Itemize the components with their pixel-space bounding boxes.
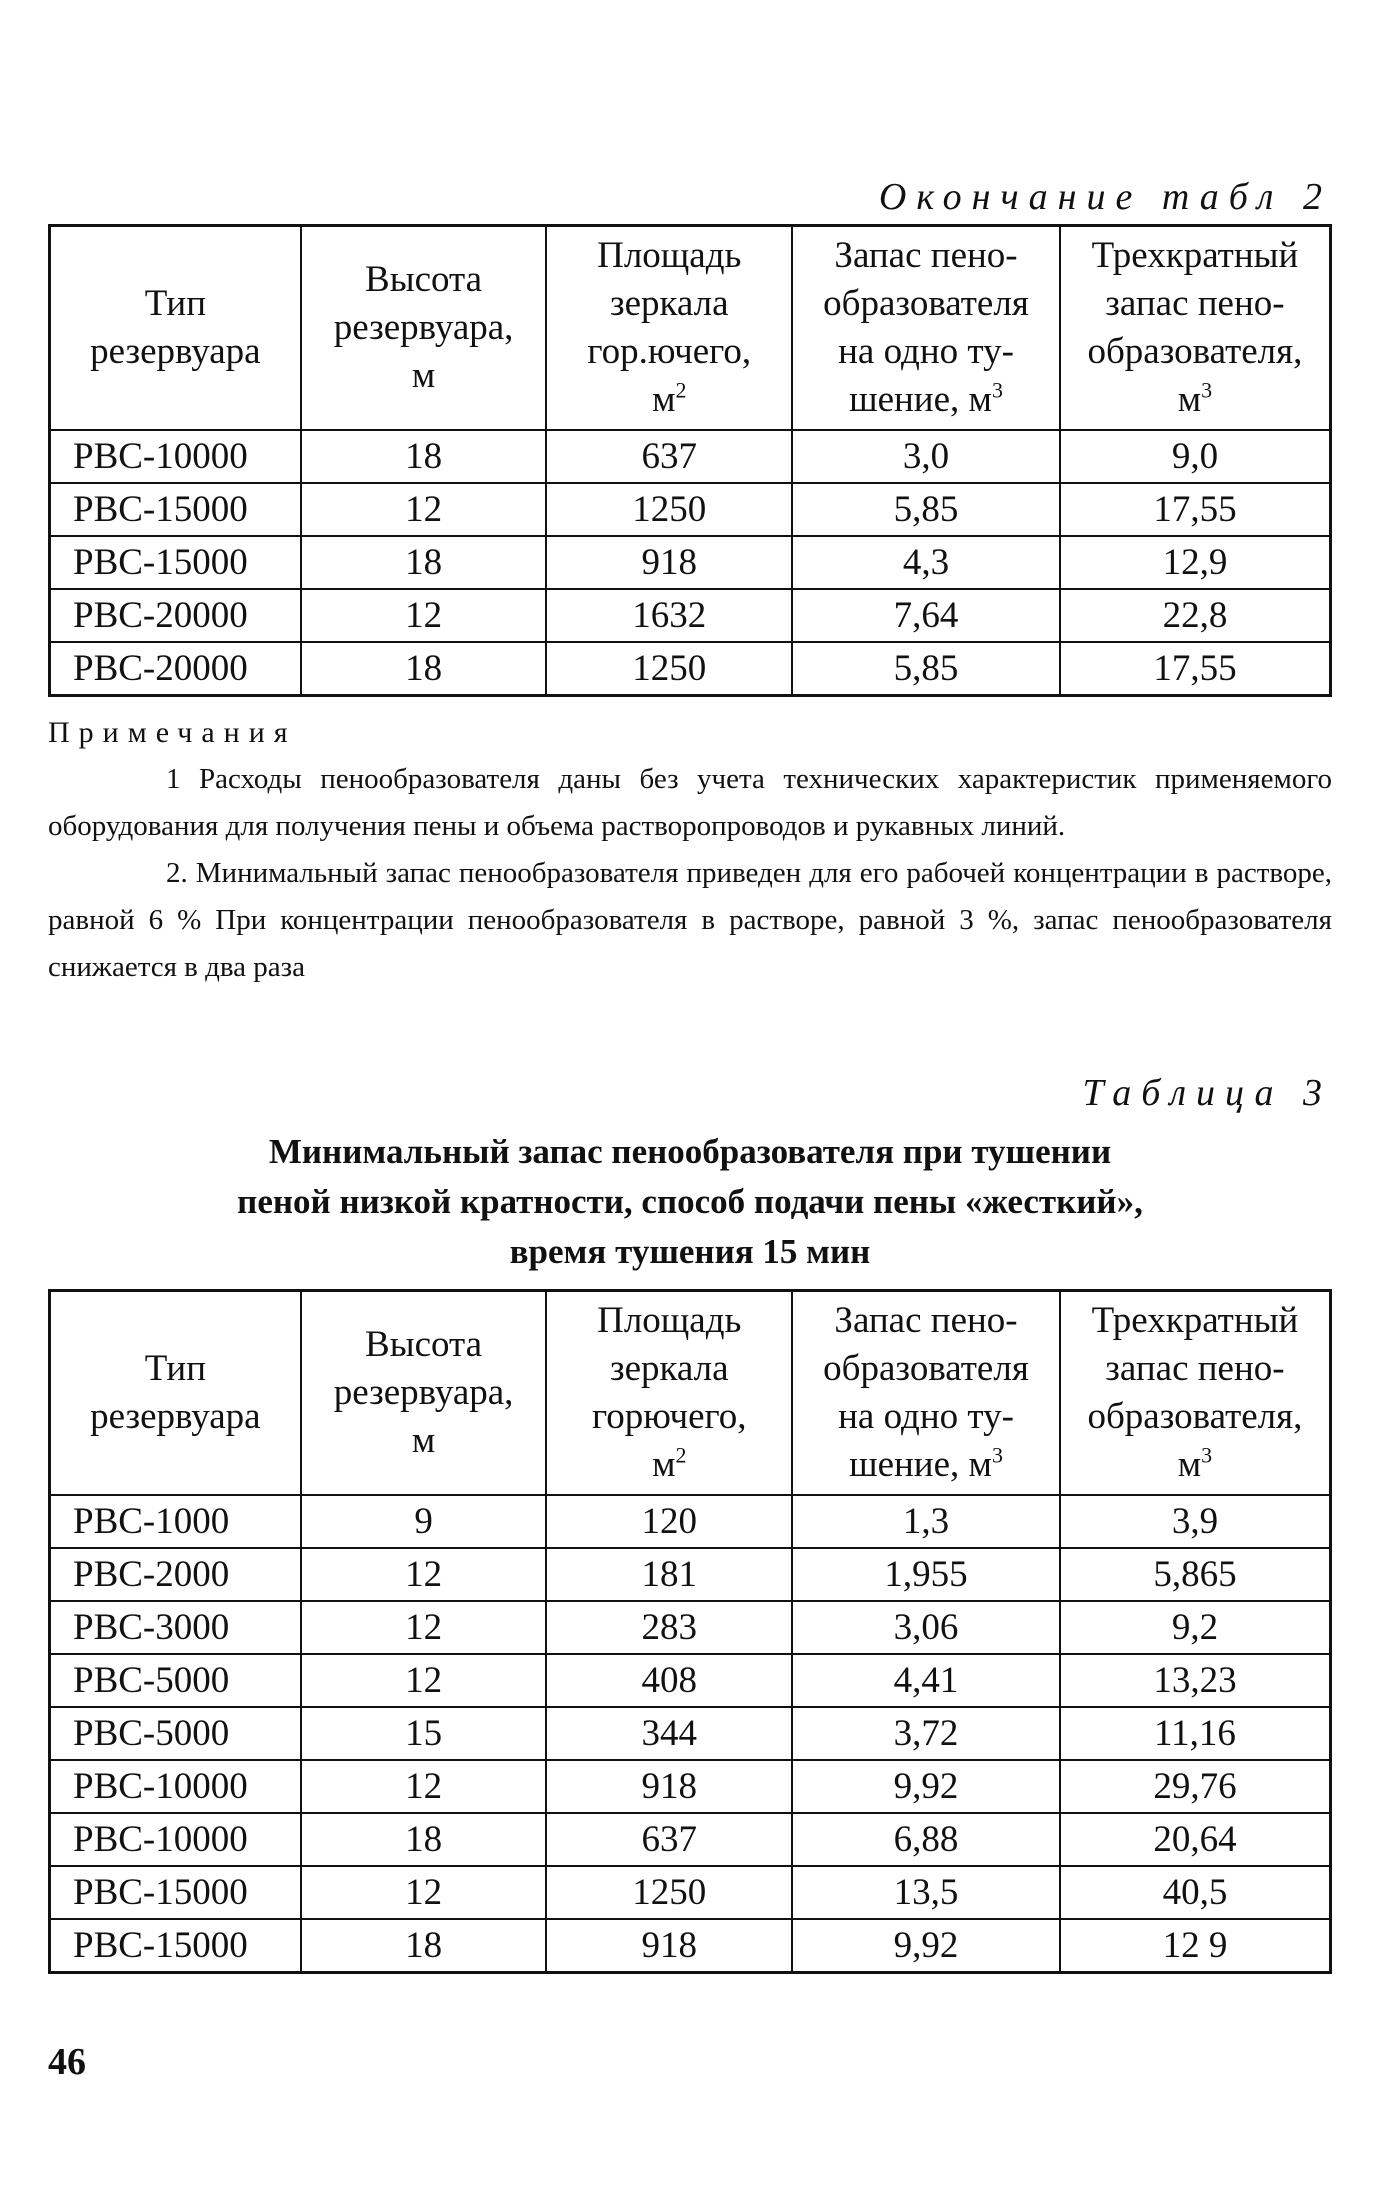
table3-header-height: Высота резервуара, м xyxy=(301,1291,547,1496)
table-row xyxy=(50,1654,1331,1707)
table-row xyxy=(50,483,1331,536)
table3-caption: Таблица 3 xyxy=(1082,1072,1332,1114)
table2-header-triple: Трехкратный запас пено- образователя, $м^3$ xyxy=(1060,226,1331,431)
tank-height-cell: 12 xyxy=(301,589,547,642)
foam-reserve-cell: 13,5 xyxy=(792,1866,1060,1919)
foam-reserve-cell: 4,3 xyxy=(792,536,1060,589)
table3-header-triple: Трехкратный запас пено- образователя, $м^3$ xyxy=(1060,1291,1331,1496)
foam-reserve-cell: 5,85 xyxy=(792,642,1060,696)
tank-type-cell: РВС-10000 xyxy=(50,1760,301,1813)
table-row xyxy=(50,536,1331,589)
foam-reserve-cell: 9,92 xyxy=(792,1919,1060,1973)
foam-reserve-cell: 3,06 xyxy=(792,1601,1060,1654)
table2-header-foam: Запас пено- образователя на одно ту- шение, $м^3$ xyxy=(792,226,1060,431)
tank-height-cell: 12 xyxy=(301,1548,547,1601)
foam-reserve-cell: 3,0 xyxy=(792,430,1060,483)
foam-reserve-cell: 5,85 xyxy=(792,483,1060,536)
table2 xyxy=(48,224,1332,697)
table2-header-area: Площадь зеркала гор.ючего, $м^2$ xyxy=(546,226,792,431)
page-number: 46 xyxy=(48,2041,86,2083)
tank-type-cell: РВС-15000 xyxy=(50,1919,301,1973)
table-row xyxy=(50,642,1331,696)
table2-body xyxy=(50,430,1331,696)
tank-height-cell: 12 xyxy=(301,1760,547,1813)
triple-reserve-cell: 40,5 xyxy=(1060,1866,1331,1919)
notes-heading: Примечания xyxy=(48,716,297,749)
table2-header-height: Высота резервуара, м xyxy=(301,226,547,431)
tank-type-cell: РВС-3000 xyxy=(50,1601,301,1654)
surface-area-cell: 637 xyxy=(546,1813,792,1866)
tank-height-cell: 18 xyxy=(301,642,547,696)
foam-reserve-cell: 1,3 xyxy=(792,1495,1060,1548)
triple-reserve-cell: 13,23 xyxy=(1060,1654,1331,1707)
tank-type-cell: РВС-15000 xyxy=(50,1866,301,1919)
table-row xyxy=(50,1495,1331,1548)
foam-reserve-cell: 9,92 xyxy=(792,1760,1060,1813)
surface-area-cell: 1250 xyxy=(546,483,792,536)
foam-reserve-cell: 7,64 xyxy=(792,589,1060,642)
tank-height-cell: 18 xyxy=(301,536,547,589)
table-row xyxy=(50,430,1331,483)
surface-area-cell: 918 xyxy=(546,1919,792,1973)
surface-area-cell: 1632 xyxy=(546,589,792,642)
triple-reserve-cell: 3,9 xyxy=(1060,1495,1331,1548)
table-row xyxy=(50,1760,1331,1813)
surface-area-cell: 637 xyxy=(546,430,792,483)
table3-title-line-1: Минимальный запас пенообразователя при тушении xyxy=(268,1132,1112,1171)
table-row xyxy=(50,1813,1331,1866)
tank-height-cell: 18 xyxy=(301,1919,547,1973)
triple-reserve-cell: 5,865 xyxy=(1060,1548,1331,1601)
surface-area-cell: 1250 xyxy=(546,1866,792,1919)
table-row xyxy=(50,1548,1331,1601)
foam-reserve-cell: 1,955 xyxy=(792,1548,1060,1601)
tank-height-cell: 15 xyxy=(301,1707,547,1760)
triple-reserve-cell: 22,8 xyxy=(1060,589,1331,642)
notes xyxy=(48,709,1332,991)
table2-caption: Окончание табл 2 xyxy=(878,176,1332,218)
triple-reserve-cell: 17,55 xyxy=(1060,642,1331,696)
table-row xyxy=(50,1919,1331,1973)
table-row xyxy=(50,1707,1331,1760)
triple-reserve-cell: 12 9 xyxy=(1060,1919,1331,1973)
foam-reserve-cell: 6,88 xyxy=(792,1813,1060,1866)
tank-type-cell: РВС-5000 xyxy=(50,1707,301,1760)
foam-reserve-cell: 4,41 xyxy=(792,1654,1060,1707)
table3-header-row xyxy=(50,1291,1331,1496)
triple-reserve-cell: 11,16 xyxy=(1060,1707,1331,1760)
tank-type-cell: РВС-2000 xyxy=(50,1548,301,1601)
tank-height-cell: 12 xyxy=(301,483,547,536)
tank-type-cell: РВС-20000 xyxy=(50,589,301,642)
tank-type-cell: РВС-5000 xyxy=(50,1654,301,1707)
table3-title-line-3: время тушения 15 мин xyxy=(509,1232,871,1271)
note-1: 1 Расходы пенообразователя даны без учета технических характеристик применяемого оборудования для получения пены и объема растворопроводов и рукавных линий. xyxy=(48,763,1332,842)
table3-header-foam: Запас пено- образователя на одно ту- шение, $м^3$ xyxy=(792,1291,1060,1496)
surface-area-cell: 283 xyxy=(546,1601,792,1654)
note-2: 2. Минимальный запас пенообразователя приведен для его рабочей концентрации в растворе, равной 6 % При концентрации пенообразователя в растворе, равной 3 %, запас пенообразователя снижается в два раза xyxy=(48,857,1332,983)
tank-type-cell: РВС-10000 xyxy=(50,430,301,483)
table2-header-row xyxy=(50,226,1331,431)
tank-type-cell: РВС-20000 xyxy=(50,642,301,696)
page xyxy=(48,170,1332,1974)
tank-type-cell: РВС-15000 xyxy=(50,483,301,536)
table3 xyxy=(48,1289,1332,1974)
tank-height-cell: 18 xyxy=(301,430,547,483)
table3-body xyxy=(50,1495,1331,1973)
surface-area-cell: 181 xyxy=(546,1548,792,1601)
tank-type-cell: РВС-10000 xyxy=(50,1813,301,1866)
table-row xyxy=(50,1866,1331,1919)
table3-header-type: Тип резервуара xyxy=(50,1291,301,1496)
tank-height-cell: 12 xyxy=(301,1654,547,1707)
table3-title xyxy=(48,1127,1332,1277)
surface-area-cell: 1250 xyxy=(546,642,792,696)
triple-reserve-cell: 12,9 xyxy=(1060,536,1331,589)
table-row xyxy=(50,1601,1331,1654)
tank-height-cell: 9 xyxy=(301,1495,547,1548)
triple-reserve-cell: 17,55 xyxy=(1060,483,1331,536)
table-row xyxy=(50,589,1331,642)
table3-header-area: Площадь зеркала горючего, $м^2$ xyxy=(546,1291,792,1496)
triple-reserve-cell: 9,2 xyxy=(1060,1601,1331,1654)
surface-area-cell: 408 xyxy=(546,1654,792,1707)
tank-height-cell: 12 xyxy=(301,1601,547,1654)
tank-type-cell: РВС-15000 xyxy=(50,536,301,589)
triple-reserve-cell: 20,64 xyxy=(1060,1813,1331,1866)
surface-area-cell: 120 xyxy=(546,1495,792,1548)
surface-area-cell: 344 xyxy=(546,1707,792,1760)
tank-height-cell: 12 xyxy=(301,1866,547,1919)
tank-type-cell: РВС-1000 xyxy=(50,1495,301,1548)
table2-header-type: Тип резервуара xyxy=(50,226,301,431)
tank-height-cell: 18 xyxy=(301,1813,547,1866)
surface-area-cell: 918 xyxy=(546,536,792,589)
triple-reserve-cell: 9,0 xyxy=(1060,430,1331,483)
table3-title-line-2: пеной низкой кратности, способ подачи пены «жесткий», xyxy=(237,1182,1143,1221)
triple-reserve-cell: 29,76 xyxy=(1060,1760,1331,1813)
surface-area-cell: 918 xyxy=(546,1760,792,1813)
foam-reserve-cell: 3,72 xyxy=(792,1707,1060,1760)
